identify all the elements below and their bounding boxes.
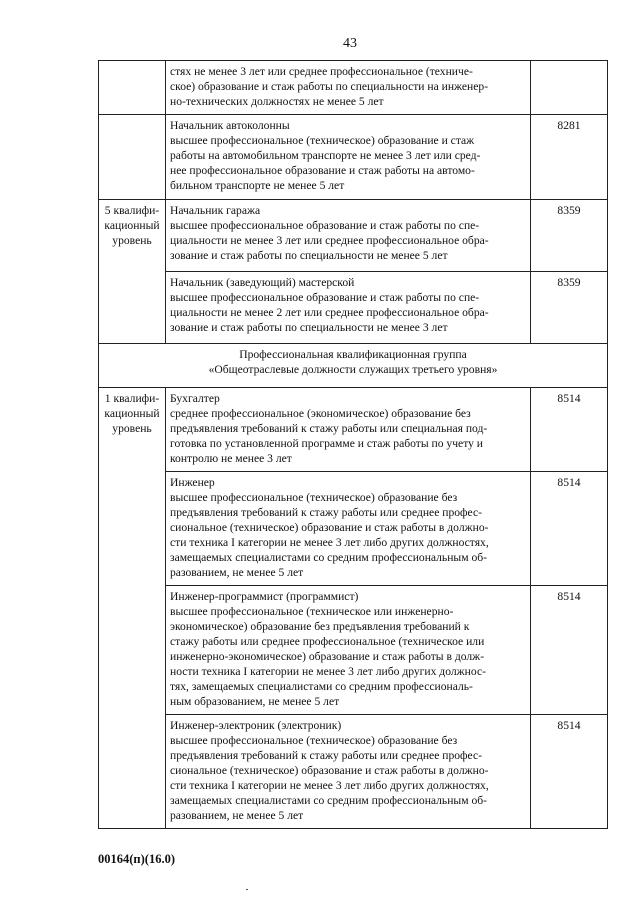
- table-row: [99, 272, 608, 344]
- table-row: [99, 388, 608, 472]
- position-code: 8359: [531, 200, 608, 272]
- table-row: [99, 715, 608, 829]
- page-number: 43: [343, 36, 357, 51]
- table-row: [99, 61, 608, 115]
- qualification-level: [99, 115, 166, 200]
- requirements-text: высшее профессиональное (техническое) образование без предъявления требований к стажу работы или среднее профес- сиональное (техническое) образование и стаж работы в должно- сти техника I категории не менее 3 лет либо других должностях, замещаемых специалистами со средним профессиональным об- разованием, не менее 5 лет: [170, 491, 489, 579]
- position-title: Начальник (заведующий) мастерской: [170, 276, 355, 289]
- position-description: [166, 272, 531, 344]
- position-description: [166, 472, 531, 586]
- position-code: 8514: [531, 472, 608, 586]
- table-row: [99, 472, 608, 586]
- qualification-level: [99, 61, 166, 115]
- scan-mark: [246, 889, 248, 890]
- position-title: Инженер-программист (программист): [170, 590, 359, 603]
- qualification-level: 1 квалифи- кационный уровень: [99, 388, 166, 829]
- position-title: Начальник гаража: [170, 204, 261, 217]
- position-title: Бухгалтер: [170, 392, 220, 405]
- position-code: 8281: [531, 115, 608, 200]
- position-title: Инженер: [170, 476, 215, 489]
- position-code: 8514: [531, 715, 608, 829]
- requirements-text: высшее профессиональное образование и стаж работы по спе- циальности не менее 3 лет или среднее профессиональное обра- зование и стаж работы по специальности не менее 5 лет: [170, 219, 489, 262]
- position-title: Инженер-электроник (электроник): [170, 719, 342, 732]
- position-code: 8514: [531, 586, 608, 715]
- requirements-text: стях не менее 3 лет или среднее профессиональное (техниче- ское) образование и стаж работы по специальности на инженер- но-технических должностях не менее 5 лет: [170, 65, 489, 108]
- position-description: [166, 586, 531, 715]
- requirements-text: высшее профессиональное образование и стаж работы по спе- циальности не менее 2 лет или среднее профессиональное обра- зование и стаж работы по специальности не менее 3 лет: [170, 291, 489, 334]
- requirements-text: высшее профессиональное (техническое или инженерно- экономическое) образование без предъявления требований к стажу работы или среднее профессиональное (техническое или инженерно-экономическое) образование и стаж работы в долж- ности техника I категории не менее 3 лет либо других должнос- тях, замещаемых специалистами со средним профессиональ- ным образованием, не менее 5 лет: [170, 605, 486, 708]
- qualification-level: 5 квалифи- кационный уровень: [99, 200, 166, 344]
- group-header-row: [99, 344, 608, 388]
- position-description: [166, 200, 531, 272]
- position-description: [166, 61, 531, 115]
- table-row: [99, 200, 608, 272]
- qualification-table: [98, 60, 608, 829]
- table-row: [99, 115, 608, 200]
- table-row: [99, 586, 608, 715]
- position-code: [531, 61, 608, 115]
- position-code: 8359: [531, 272, 608, 344]
- requirements-text: высшее профессиональное (техническое) образование без предъявления требований к стажу работы или среднее профес- сиональное (техническое) образование и стаж работы в должно- сти техника I категории не менее 3 лет либо других должностях, замещаемых специалистами со средним профессиональным об- разованием, не менее 5 лет: [170, 734, 489, 822]
- document-code: 00164(п)(16.0): [98, 852, 175, 866]
- position-description: [166, 388, 531, 472]
- position-title: Начальник автоколонны: [170, 119, 290, 132]
- position-description: [166, 115, 531, 200]
- position-code: 8514: [531, 388, 608, 472]
- position-description: [166, 715, 531, 829]
- requirements-text: среднее профессиональное (экономическое) образование без предъявления требований к стажу работы или специальная под- готовка по установленной программе и стаж работы по учету и контролю не менее 3 лет: [170, 407, 488, 465]
- group-title: Профессиональная квалификационная группа «Общеотраслевые должности служащих третьего уровня»: [99, 344, 608, 388]
- requirements-text: высшее профессиональное (техническое) образование и стаж работы на автомобильном транспорте не менее 3 лет или сред- нее профессиональное образование и стаж работы на автомо- бильном транспорте не менее 5 лет: [170, 134, 481, 192]
